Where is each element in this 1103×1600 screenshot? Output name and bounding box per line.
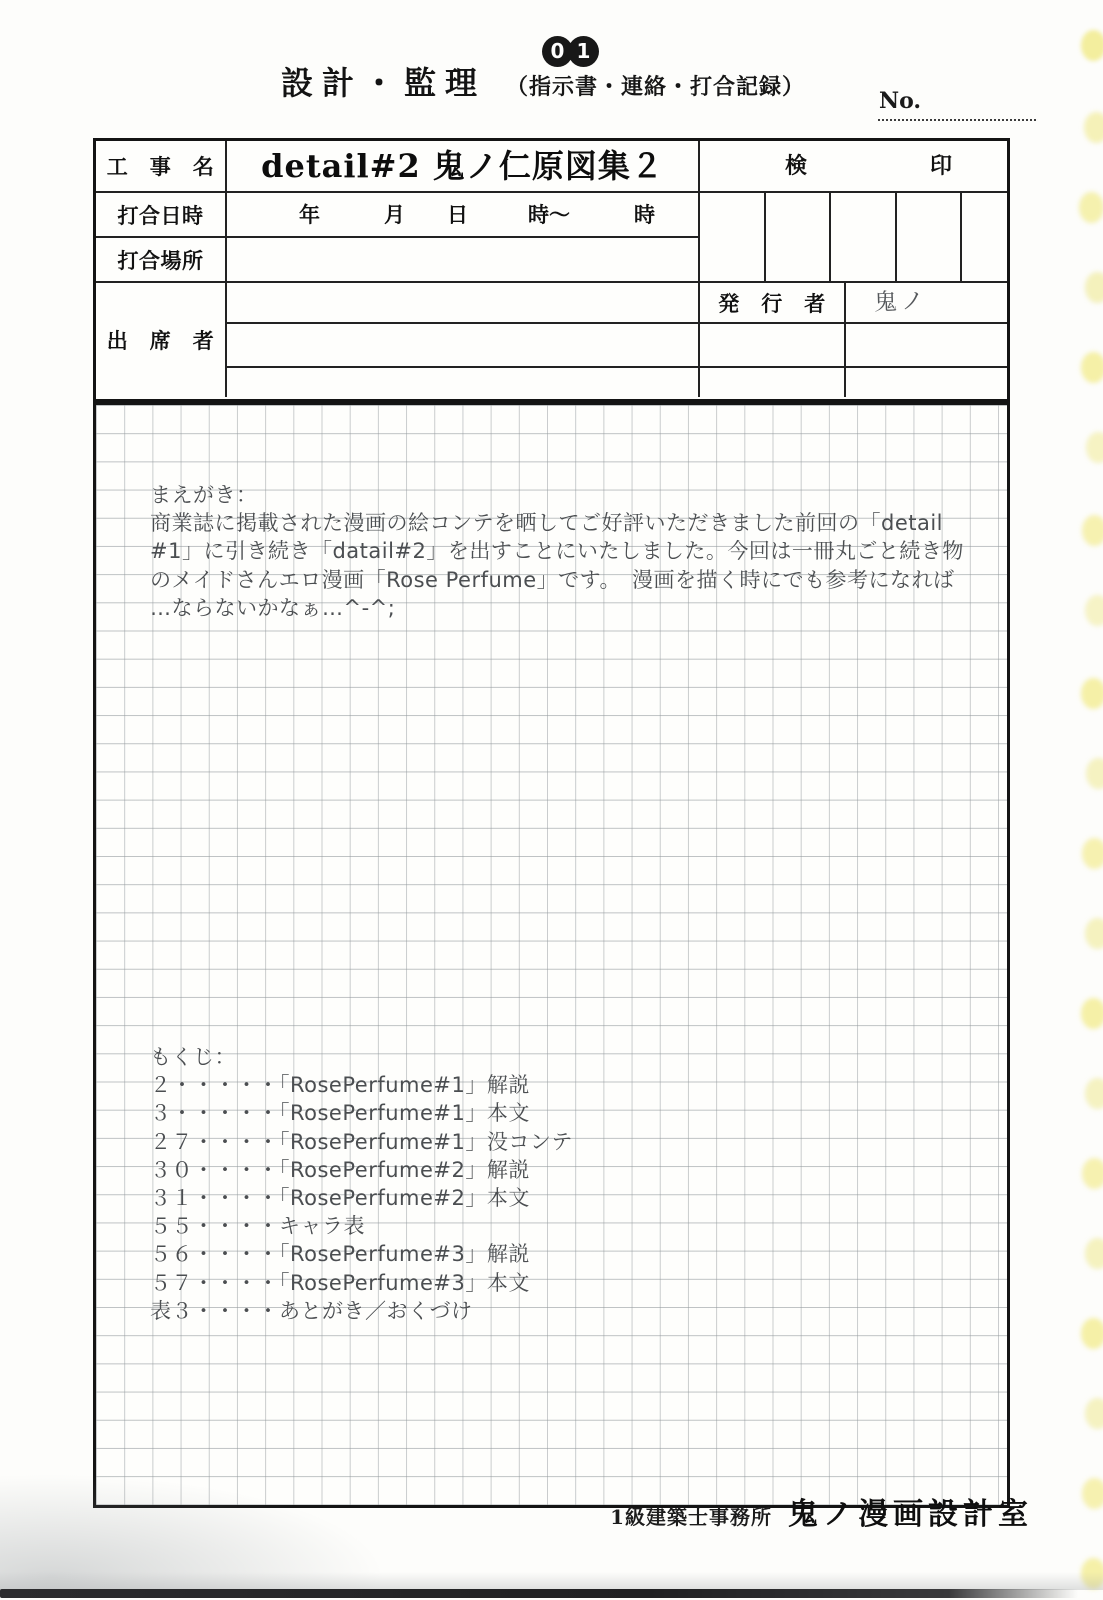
page-number-digit-1: 1 — [568, 36, 599, 67]
page-number-digit-0: 0 — [542, 36, 573, 67]
attendees-row-2-cell — [227, 324, 700, 368]
attendees-row-1-cell — [227, 283, 700, 324]
datetime-hour-to-label: 時 — [634, 202, 655, 227]
attendees-row-3-cell — [227, 368, 700, 397]
issuer-row-2-right-cell — [846, 324, 1007, 368]
toc-line: ３０・・・・「RosePerfume#2」解説 — [150, 1157, 530, 1182]
toc-line: ３・・・・・「RosePerfume#1」本文 — [150, 1101, 530, 1126]
preface-line: #1」に引き続き「datail#2」を出すことにいたしました。今回は一冊丸ごと続き物 — [150, 539, 964, 564]
binding-glue-spots — [1081, 30, 1103, 61]
toc-line: 表３・・・・あとがき／おくづけ — [150, 1298, 473, 1323]
inspection-label-left: 検 — [785, 153, 808, 179]
toc-line: ３１・・・・「RosePerfume#2」本文 — [150, 1186, 530, 1211]
no-label: No. — [879, 88, 922, 114]
inspection-stamp-header-cell — [700, 141, 1007, 193]
issuer-row-3-left-cell — [700, 368, 846, 397]
form-table — [93, 138, 1010, 402]
datetime-year-label: 年 — [299, 202, 320, 227]
scan-smudge-bottom-left — [0, 1460, 430, 1590]
issuer-label: 発 行 者 — [700, 283, 846, 324]
toc-line: ５６・・・・「RosePerfume#3」解説 — [150, 1242, 530, 1267]
stamp-box-5 — [962, 193, 1007, 283]
footer — [610, 1497, 1033, 1533]
office-type-label: 1級建築士事務所 — [610, 1505, 772, 1529]
toc-heading: もくじ： — [150, 1045, 236, 1069]
meeting-place-value-cell — [227, 238, 700, 283]
preface-line: …ならないかなぁ…^-^; — [150, 595, 396, 620]
project-name-value: detail#2 鬼ノ仁原図集２ — [261, 147, 664, 185]
stamp-box-2 — [766, 193, 831, 283]
scan-edge-strip — [0, 1589, 1078, 1598]
toc-line: ２７・・・・「RosePerfume#1」没コンテ — [150, 1129, 573, 1154]
toc-block — [150, 1043, 573, 1325]
no-dotted-line — [878, 103, 1036, 121]
stamp-box-1 — [700, 193, 766, 283]
issuer-row-2-left-cell — [700, 324, 846, 368]
meeting-place-label: 打合場所 — [96, 238, 227, 283]
preface-heading: まえがき： — [150, 483, 258, 507]
attendees-label: 出 席 者 — [96, 283, 227, 397]
toc-line: ５７・・・・「RosePerfume#3」本文 — [150, 1270, 530, 1295]
issuer-row-3-right-cell — [846, 368, 1007, 397]
office-name-label: 鬼ノ漫画設計室 — [788, 1497, 1033, 1532]
meeting-datetime-value-cell — [227, 193, 700, 238]
toc-line: ２・・・・・「RosePerfume#1」解説 — [150, 1073, 530, 1098]
issuer-value-cell — [846, 283, 1007, 324]
issuer-signature: 鬼ノ — [873, 288, 929, 316]
preface-line: 商業誌に掲載された漫画の絵コンテを晒してご好評いただきました前回の「detail — [150, 511, 944, 536]
preface-line: のメイドさんエロ漫画「Rose Perfume」です。 漫画を描く時にでも参考になれば — [150, 567, 955, 592]
datetime-month-label: 月 — [384, 202, 405, 227]
stamp-box-4 — [897, 193, 962, 283]
scan-bottom-shade — [0, 1572, 1103, 1590]
form-title: 設計・監理 — [281, 64, 487, 102]
inspection-label-right: 印 — [929, 153, 952, 179]
stamp-box-3 — [831, 193, 897, 283]
toc-line: ５５・・・・キャラ表 — [150, 1214, 365, 1239]
datetime-hour-from-label: 時～ — [528, 202, 570, 227]
project-name-label: 工 事 名 — [96, 141, 227, 193]
datetime-day-label: 日 — [447, 202, 468, 227]
meeting-datetime-label: 打合日時 — [96, 193, 227, 238]
form-subtitle: （指示書・連絡・打合記録） — [506, 75, 806, 100]
preface-block — [150, 481, 964, 622]
project-name-value-cell — [227, 141, 700, 193]
grid-paper — [93, 402, 1010, 1508]
